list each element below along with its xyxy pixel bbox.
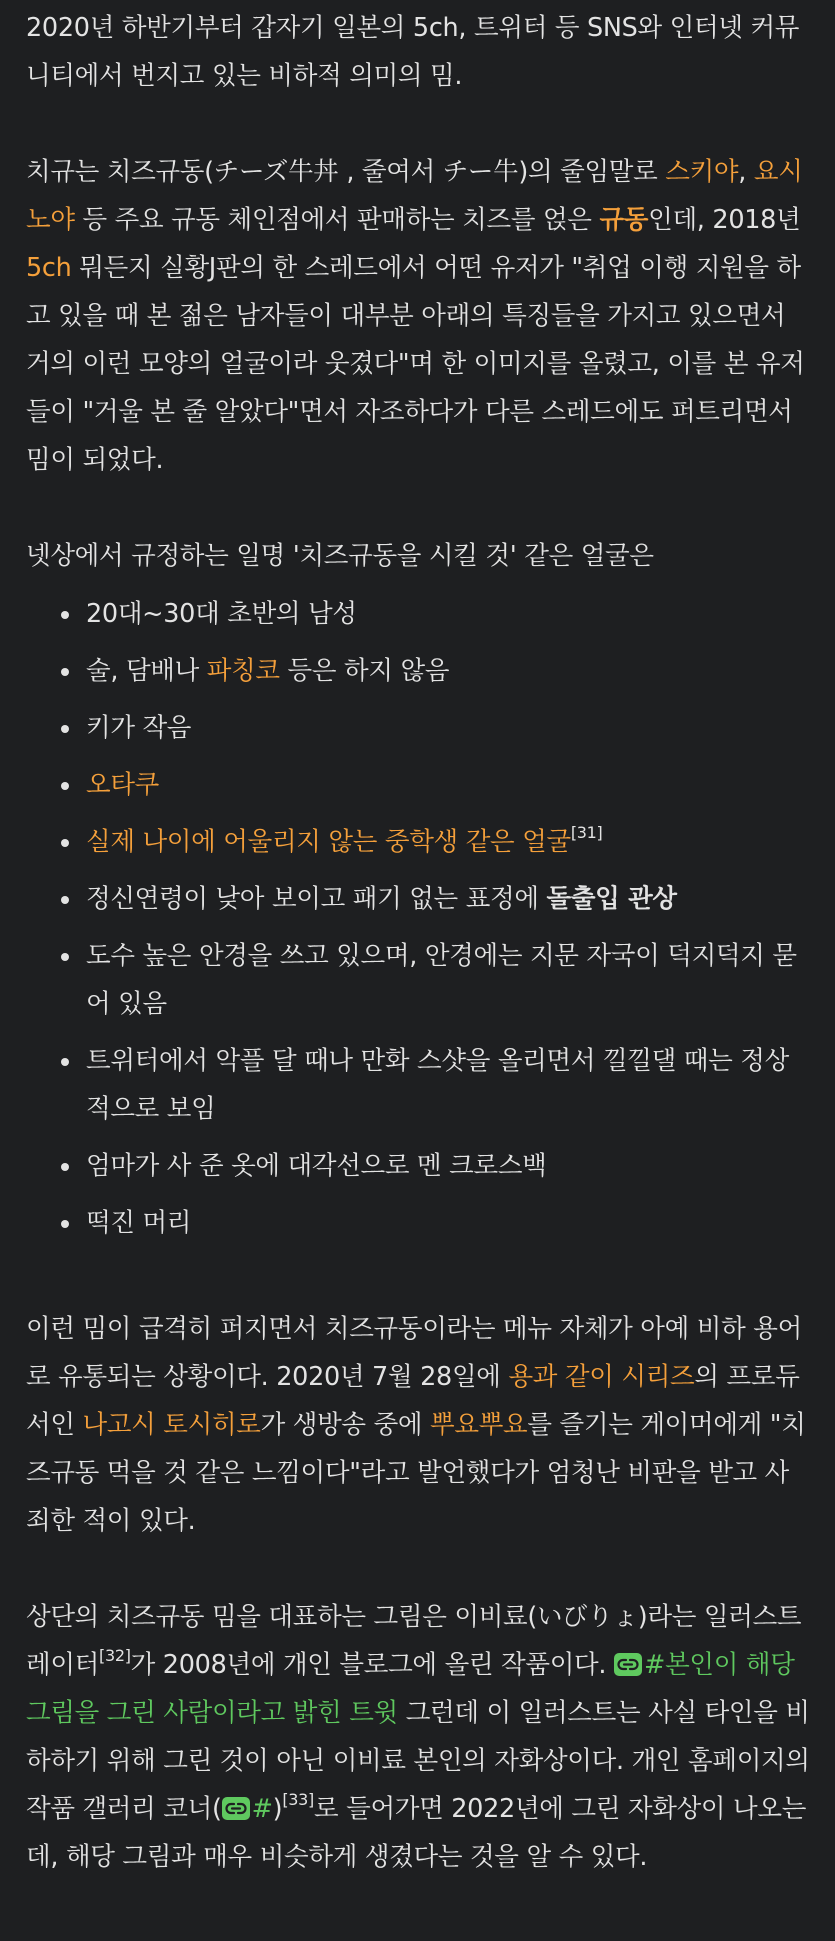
list-item: [86, 1037, 811, 1133]
footnote-ref-33[interactable]: [33]: [282, 1790, 314, 1809]
list-item-text: 술, 담배나: [86, 656, 207, 686]
text-segment: 치규는 치즈규동(チーズ牛丼 , 줄여서 チー牛)의 줄임말로: [26, 157, 666, 187]
link-otaku[interactable]: 오타쿠: [86, 770, 159, 800]
link-5ch[interactable]: 5ch: [26, 253, 72, 283]
paragraph-list-intro: [26, 532, 811, 580]
list-item: [86, 590, 811, 638]
text-segment: 등 주요 규동 체인점에서 판매하는 치즈를 얹은: [74, 205, 600, 235]
footnote-ref-32[interactable]: [32]: [99, 1646, 131, 1665]
list-item-text: 떡진 머리: [86, 1208, 192, 1238]
paragraph-list-intro-text: 넷상에서 규정하는 일명 '치즈규동을 시킬 것' 같은 얼굴은: [26, 541, 654, 571]
list-item: [86, 818, 811, 866]
text-segment: 로 들어가면 2022년에 그린 자화상이 나오는데, 해당 그림과 매우 비슷하게 생겼다는 것을 알 수 있다.: [26, 1794, 807, 1872]
text-segment: 를 즐기는 게이머에게 "치즈규동 먹을 것 같은 느낌이다"라고 발언했다가 엄청난 비판을 받고 사죄한 적이 있다.: [26, 1410, 806, 1536]
paragraph-illustration: [26, 1593, 811, 1881]
text-segment: ,: [738, 157, 754, 187]
text-segment: 뭐든지 실황J판의 한 스레드에서 어떤 유저가 "취업 이행 지원을 하고 있을 때 본 젊은 남자들이 대부분 아래의 특징들을 가지고 있으면서 거의 이런 모양의 얼굴이라 웃겼다"며 한 이미지를 올렸고, 이를 본 유저들이 "거울 본 줄 알았다"면서 자조하다가 다른 스레드에도 퍼트리면서 밈이 되었다.: [26, 253, 805, 475]
link-yakuza-series[interactable]: 용과 같이 시리즈: [508, 1362, 695, 1392]
list-item-text: 등은 하지 않음: [279, 656, 450, 686]
external-link-icon: [614, 1653, 642, 1676]
bold-text: 돌출입 관상: [546, 884, 677, 914]
external-link-icon: [222, 1797, 250, 1820]
list-item-text: 엄마가 사 준 옷에 대각선으로 멘 크로스백: [86, 1151, 547, 1181]
traits-list: [26, 590, 811, 1247]
list-item: [86, 932, 811, 1028]
link-gyudon[interactable]: 규동: [599, 205, 649, 235]
text-segment: 인데, 2018년: [648, 205, 801, 235]
list-item: [86, 1199, 811, 1247]
link-nagoshi[interactable]: 나고시 토시히로: [82, 1410, 261, 1440]
list-item-text: 정신연령이 낮아 보이고 패기 없는 표정에: [86, 884, 547, 914]
list-item: [86, 1142, 811, 1190]
list-item-text: 20대~30대 초반의 남성: [86, 599, 357, 629]
text-segment: 가 2008년에 개인 블로그에 올린 작품이다.: [130, 1650, 614, 1680]
text-segment: 의 프로듀서인: [26, 1362, 800, 1440]
paragraph-intro-text: 2020년 하반기부터 갑자기 일본의 5ch, 트위터 등 SNS와 인터넷 커뮤니티에서 번지고 있는 비하적 의미의 밈.: [26, 13, 800, 91]
text-segment: 상단의 치즈규동 밈을 대표하는 그림은 이비료(いびりょ)라는 일러스트레이터: [26, 1602, 802, 1680]
paragraph-spread: [26, 1305, 811, 1545]
link-middle-school-face[interactable]: 실제 나이에 어울리지 않는 중학생 같은 얼굴: [86, 827, 571, 857]
list-item-text: 도수 높은 안경을 쓰고 있으며, 안경에는 지문 자국이 덕지덕지 묻어 있음: [86, 941, 797, 1019]
link-sukiya[interactable]: 스키야: [665, 157, 739, 187]
link-yoshinoya[interactable]: 요시노야: [26, 157, 803, 235]
paragraph-intro: [26, 4, 811, 100]
text-segment: 가 생방송 중에: [260, 1410, 431, 1440]
list-item: [86, 761, 811, 809]
list-item-text: 트위터에서 악플 달 때나 만화 스샷을 올리면서 낄낄댈 때는 정상적으로 보임: [86, 1046, 789, 1124]
list-item: [86, 647, 811, 695]
external-link-tweet[interactable]: #본인이 해당 그림을 그린 사람이라고 밝힌 트윗: [26, 1650, 795, 1728]
list-item-text: 키가 작음: [86, 713, 192, 743]
link-puyo-puyo[interactable]: 뿌요뿌요: [430, 1410, 528, 1440]
paragraph-origin: [26, 148, 811, 484]
list-item: [86, 875, 811, 923]
list-item: [86, 704, 811, 752]
link-pachinko[interactable]: 파칭코: [206, 656, 280, 686]
external-link-gallery[interactable]: #: [251, 1794, 273, 1824]
footnote-ref-31[interactable]: [31]: [570, 823, 603, 842]
text-segment: 이런 밈이 급격히 퍼지면서 치즈규동이라는 메뉴 자체가 아예 비하 용어로 유통되는 상황이다. 2020년 7월 28일에: [26, 1314, 802, 1392]
text-segment: ): [272, 1794, 283, 1824]
text-segment: 그런데 이 일러스트는 사실 타인을 비하하기 위해 그린 것이 아닌 이비료 본인의 자화상이다. 개인 홈페이지의 작품 갤러리 코너(: [26, 1698, 810, 1824]
